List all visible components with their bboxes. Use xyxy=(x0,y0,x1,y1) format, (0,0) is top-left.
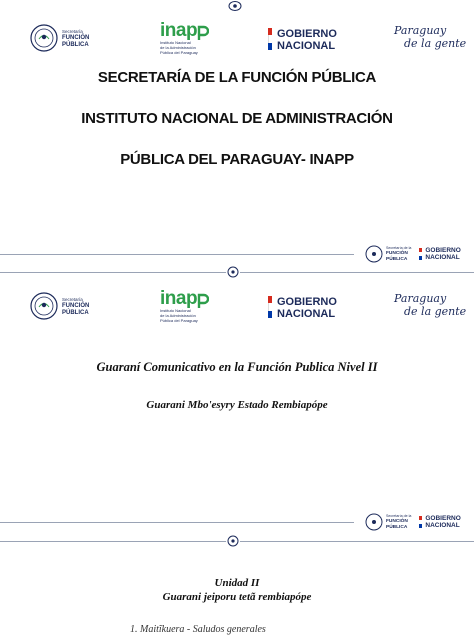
top-seal-mark xyxy=(226,0,244,12)
gob-line1: GOBIERNO xyxy=(277,28,337,40)
national-seal-icon xyxy=(30,24,58,52)
unit-title: Guarani jeiporu tetã rembiapópe xyxy=(162,591,312,603)
slide1-footer-rule xyxy=(0,254,354,255)
footer-flag-icon xyxy=(419,516,422,529)
footer-fp-line1: FUNCIÓN xyxy=(386,251,408,257)
separator-seal xyxy=(226,534,240,548)
gob-line2: NACIONAL xyxy=(277,308,336,320)
pdg-line1: Paraguay xyxy=(394,292,447,305)
inapp-sub3: Pública del Paraguay xyxy=(160,50,198,55)
inapp-sub3: Pública del Paraguay xyxy=(160,318,198,323)
slide1-logo-row xyxy=(0,22,474,72)
fp-line1: FUNCIÓN xyxy=(62,302,90,309)
footer-flag-icon xyxy=(419,248,422,261)
pdg-line1: Paraguay xyxy=(394,24,447,37)
seal-icon xyxy=(227,535,239,547)
slide1-title-line1: SECRETARÍA DE LA FUNCIÓN PÚBLICA xyxy=(97,69,377,86)
funcion-publica-text xyxy=(62,28,89,49)
partial-list-item: 1. Maitĩkuera - Saludos generales xyxy=(130,624,266,635)
footer-gob-line1: GOBIERNO xyxy=(425,515,461,522)
unit-label: Unidad II xyxy=(214,577,260,589)
fp-line2: PÚBLICA xyxy=(62,309,89,316)
footer-fp-line2: PÚBLICA xyxy=(386,256,408,262)
footer-fp-small: Secretaría de la xyxy=(386,513,412,518)
slide1-footer-logos xyxy=(365,245,461,263)
footer-fp-small: Secretaría de la xyxy=(386,245,412,250)
pdg-line2: de la gente xyxy=(404,37,467,50)
seal-icon xyxy=(227,266,239,278)
inapp-wordmark: inap xyxy=(160,20,198,41)
slide1-title-line2: INSTITUTO NACIONAL DE ADMINISTRACIÓN xyxy=(81,110,393,127)
fp-line1: FUNCIÓN xyxy=(62,34,90,41)
flag-icon xyxy=(268,28,272,50)
fp-line2: PÚBLICA xyxy=(62,41,89,48)
inapp-sub2: de la Administración xyxy=(160,45,196,50)
footer-fp-line2: PÚBLICA xyxy=(386,524,408,530)
inapp-logo xyxy=(160,22,209,55)
paraguay-de-la-gente-logo xyxy=(394,24,466,50)
paraguay-de-la-gente-logo xyxy=(394,292,466,318)
slide2-footer-rule xyxy=(0,522,354,523)
footer-gob-line2: NACIONAL xyxy=(425,254,460,261)
fp-small-label: Secretaría xyxy=(62,296,83,302)
inapp-wordmark: inap xyxy=(160,288,198,309)
inapp-p-icon xyxy=(197,24,209,40)
funcion-publica-logo xyxy=(30,24,89,52)
pdg-line2: de la gente xyxy=(404,305,467,318)
course-heading: Guaraní Comunicativo en la Función Publica Nivel II xyxy=(96,360,378,374)
slide-separator-2 xyxy=(0,541,474,542)
seal-icon xyxy=(228,1,242,11)
inapp-logo xyxy=(160,290,209,323)
national-seal-icon xyxy=(30,292,58,320)
subheading-prefix: Guarani xyxy=(146,399,188,411)
footer-gob-line2: NACIONAL xyxy=(425,522,460,529)
subheading-bold: Mbo'esyry xyxy=(187,399,235,411)
slide2-logo-row xyxy=(0,290,474,340)
slide1-title-line3: PÚBLICA DEL PARAGUAY- INAPP xyxy=(120,151,354,168)
footer-gob-line1: GOBIERNO xyxy=(425,247,461,254)
inapp-sub2: de la Administración xyxy=(160,313,196,318)
footer-fp-line1: FUNCIÓN xyxy=(386,519,408,525)
footer-seal-icon xyxy=(365,513,383,531)
inapp-sub1: Instituto Nacional xyxy=(160,308,191,313)
subheading-suffix: Estado Rembiapópe xyxy=(234,399,328,411)
gobierno-nacional-logo xyxy=(268,28,337,52)
inapp-p-icon xyxy=(197,292,209,308)
course-subheading xyxy=(0,399,474,411)
funcion-publica-logo xyxy=(30,292,89,320)
footer-seal-icon xyxy=(365,245,383,263)
inapp-sub1: Instituto Nacional xyxy=(160,40,191,45)
gob-line1: GOBIERNO xyxy=(277,296,337,308)
separator-seal xyxy=(226,265,240,279)
slide2-footer-logos xyxy=(365,513,461,531)
flag-icon xyxy=(268,296,272,318)
gobierno-nacional-logo xyxy=(268,296,337,320)
slide-separator-1 xyxy=(0,272,474,273)
gob-line2: NACIONAL xyxy=(277,40,336,52)
fp-small-label: Secretaría xyxy=(62,28,83,34)
